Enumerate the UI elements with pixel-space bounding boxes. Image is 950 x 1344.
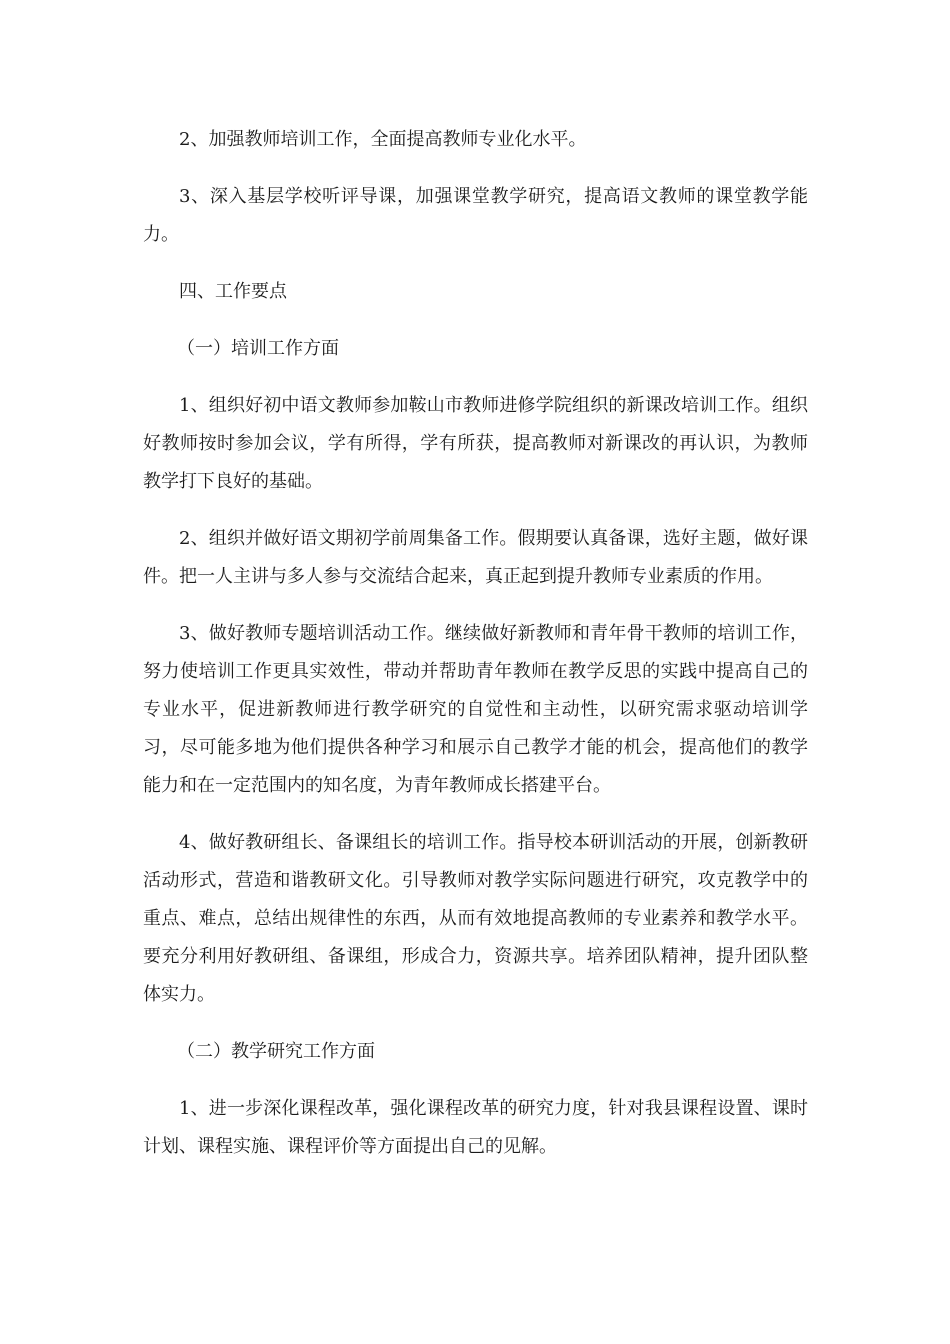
document-body <box>143 121 808 1185</box>
paragraph-item-3-classroom-research: 3、深入基层学校听评导课，加强课堂教学研究，提高语文教师的课堂教学能力。 <box>143 186 808 245</box>
paragraph-item-2-teacher-training: 2、加强教师培训工作，全面提高教师专业化水平。 <box>179 129 587 150</box>
subsection-heading-training: （一）培训工作方面 <box>177 338 339 359</box>
paragraph-training-item-2: 2、组织并做好语文期初学前周集备工作。假期要认真备课，选好主题，做好课件。把一人主讲与多人参与交流结合起来，真正起到提升教师专业素质的作用。 <box>143 528 808 587</box>
paragraph-training-item-4: 4、做好教研组长、备课组长的培训工作。指导校本研训活动的开展，创新教研活动形式，营造和谐教研文化。引导教师对教学实际问题进行研究，攻克教学中的重点、难点，总结出规律性的东西，从而有效地提高教师的专业素养和教学水平。要充分利用好教研组、备课组，形成合力，资源共享。培养团队精神，提升团队整体实力。 <box>143 832 808 1005</box>
paragraph-training-item-3: 3、做好教师专题培训活动工作。继续做好新教师和青年骨干教师的培训工作，努力使培训工作更具实效性，带动并帮助青年教师在教学反思的实践中提高自己的专业水平，促进新教师进行教学研究的自觉性和主动性，以研究需求驱动培训学习，尽可能多地为他们提供各种学习和展示自己教学才能的机会，提高他们的教学能力和在一定范围内的知名度，为青年教师成长搭建平台。 <box>143 623 808 796</box>
paragraph-research-item-1: 1、进一步深化课程改革，强化课程改革的研究力度，针对我县课程设置、课时计划、课程实施、课程评价等方面提出自己的见解。 <box>143 1098 808 1157</box>
section-heading-work-points: 四、工作要点 <box>179 281 287 302</box>
subsection-heading-research: （二）教学研究工作方面 <box>177 1041 375 1062</box>
paragraph-training-item-1: 1、组织好初中语文教师参加鞍山市教师进修学院组织的新课改培训工作。组织好教师按时参加会议，学有所得，学有所获，提高教师对新课改的再认识，为教师教学打下良好的基础。 <box>143 395 808 492</box>
